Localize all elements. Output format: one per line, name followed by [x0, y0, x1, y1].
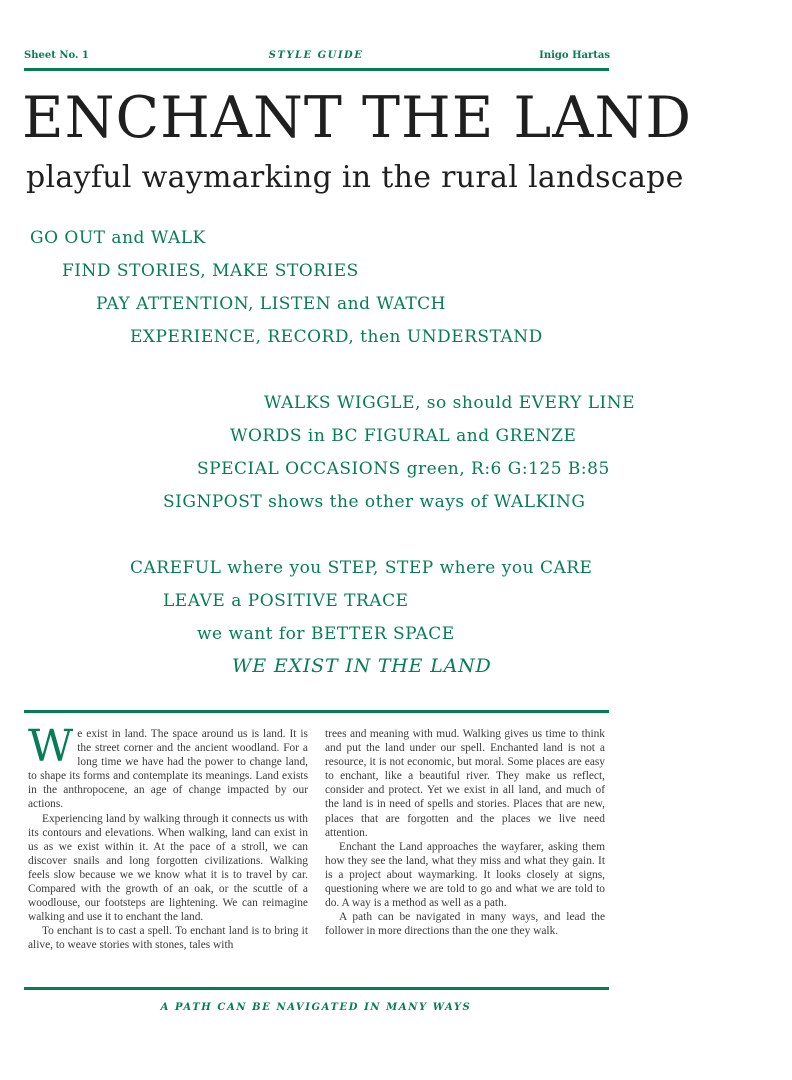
- stanza1-line4-a: EXPERIENCE, RECORD,: [130, 327, 355, 347]
- stanza2-line2-c: BC FIGURAL: [331, 426, 451, 446]
- stanza1-line3-a: PAY ATTENTION, LISTEN: [96, 294, 332, 314]
- stanza2-line4-c: WALKING: [493, 492, 586, 512]
- stanza1-line1: [30, 228, 206, 248]
- stanza1-line3-c: WATCH: [376, 294, 447, 314]
- stanza3-line1-c: STEP, STEP: [327, 558, 434, 578]
- stanza1-line3: [96, 294, 446, 314]
- stanza3-line1-e: CARE: [539, 558, 593, 578]
- body-paragraph: trees and meaning with mud. Walking gives us time to think and put the land under our spell. Enchanted land is not a resource, it is not economic, but moral. Some places are easy to enchant, like a beautiful river. They make us reflect, consider and protect. Yet we exist in all land, and much of the land is in need of spells and stories. Places that are new, places that are forgotten and the places we live need attention.: [325, 728, 605, 839]
- body-paragraph-text: e exist in land. The space around us is land. It is the street corner and the ancient woodland. For a long time we have had the power to change land, to shape its forms and contemplate its meanings. Land exists in the anthropocene, an age of change impacted by our actions.: [28, 728, 308, 811]
- stanza3-line1: [130, 558, 592, 578]
- stanza1-line4-c: UNDERSTAND: [406, 327, 543, 347]
- stanza2-line2-b: in: [302, 426, 332, 446]
- sheet-number: Sheet No. 1: [24, 50, 89, 61]
- stanza3-line2-a: LEAVE: [163, 591, 226, 611]
- body-top-rule: [24, 710, 609, 713]
- stanza3-line1-d: where you: [433, 558, 540, 578]
- header-rule: [24, 68, 609, 71]
- footer-rule: [24, 987, 609, 990]
- stanza3-line4: WE EXIST IN THE LAND: [232, 655, 492, 677]
- page-subtitle: playful waymarking in the rural landscape: [26, 160, 684, 195]
- stanza3-line1-b: where you: [221, 558, 328, 578]
- stanza3-line2-c: POSITIVE TRACE: [247, 591, 409, 611]
- stanza1-line3-b: and: [331, 294, 377, 314]
- stanza2-line3-b: green, R:6 G:125 B:85: [400, 459, 610, 479]
- stanza3-line3-b: BETTER SPACE: [310, 624, 455, 644]
- body-paragraph: To enchant is to cast a spell. To enchant land is to bring it alive, to weave stories with stones, tales with: [28, 925, 308, 952]
- body-column-left: [28, 721, 308, 953]
- stanza1-line1-c: WALK: [150, 228, 206, 248]
- stanza2-line2-a: WORDS: [230, 426, 302, 446]
- stanza3-line2: [163, 591, 409, 611]
- stanza2-line4-a: SIGNPOST: [163, 492, 263, 512]
- stanza1-line4: [130, 327, 543, 347]
- body-paragraph: A path can be navigated in many ways, and lead the follower in more directions than the one they walk.: [325, 911, 605, 938]
- body-paragraph: Experiencing land by walking through it connects us with its contours and elevations. When walking, land can exist in us as we exist within it. At the pace of a stroll, we can discover snails and long forgotten civilizations. Walking feels slow because we we know what it is to travel by car. Compared with the growth of an oak, or the scuttle of a woodlouse, our footsteps are lightening. We can reimagine walking and use it to enchant the land.: [28, 812, 308, 924]
- stanza3-line3: [197, 624, 455, 644]
- style-guide-label: STYLE GUIDE: [268, 50, 364, 61]
- stanza2-line1: [264, 393, 635, 413]
- stanza1-line4-b: then: [354, 327, 407, 347]
- stanza2-line3: [197, 459, 610, 479]
- stanza2-line1-b: so should: [420, 393, 519, 413]
- body-paragraph: Enchant the Land approaches the wayfarer, asking them how they see the land, what they miss and what they gain. It is a project about waymarking. It looks closely at signs, questioning where we are told to go and what we are told to do. A way is a method as well as a path.: [325, 840, 605, 910]
- stanza2-line4: [163, 492, 585, 512]
- footer-caption: A PATH CAN BE NAVIGATED IN MANY WAYS: [160, 1002, 472, 1013]
- stanza2-line1-c: EVERY LINE: [518, 393, 636, 413]
- page-title: ENCHANT THE LAND: [22, 85, 693, 151]
- body-paragraph: [28, 721, 308, 812]
- stanza2-line4-b: shows the other ways of: [262, 492, 494, 512]
- stanza2-line3-a: SPECIAL OCCASIONS: [197, 459, 401, 479]
- body-column-right: [325, 727, 605, 938]
- stanza1-line1-a: GO OUT: [30, 228, 106, 248]
- stanza3-line2-b: a: [225, 591, 248, 611]
- stanza1-line2: [62, 261, 359, 281]
- stanza2-line1-a: WALKS WIGGLE,: [264, 393, 421, 413]
- stanza1-line2-a: FIND STORIES, MAKE STORIES: [62, 261, 359, 281]
- stanza2-line2-d: and: [450, 426, 496, 446]
- stanza2-line2: [230, 426, 576, 446]
- stanza3-line3-a: we want for: [197, 624, 311, 644]
- stanza2-line2-e: GRENZE: [495, 426, 577, 446]
- drop-cap: W: [28, 721, 74, 772]
- body-text: [28, 721, 608, 977]
- author-name: Inigo Hartas: [539, 50, 610, 61]
- stanza1-line1-b: and: [105, 228, 151, 248]
- stanza3-line1-a: CAREFUL: [130, 558, 222, 578]
